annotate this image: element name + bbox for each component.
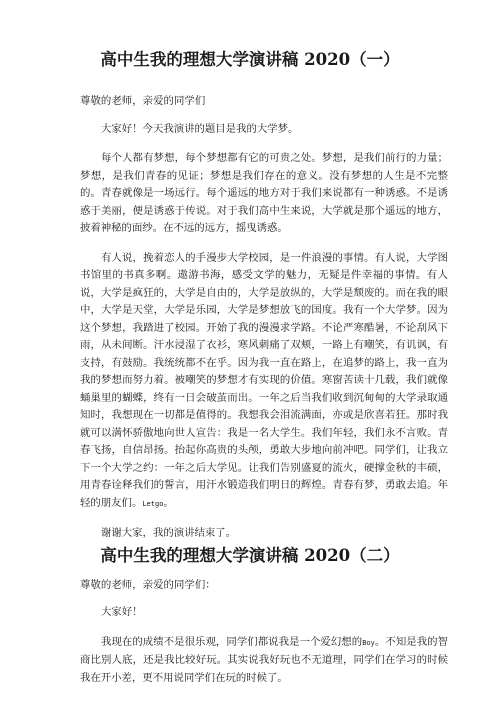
essay1-body [80,93,448,543]
essay2-title: 高中生我的理想大学演讲稿 2020（二） [100,545,400,565]
essay1-title: 高中生我的理想大学演讲稿 2020（一） [100,50,400,69]
essay1-paragraph2-text: 有人说，挽着恋人的手漫步大学校园，是一件浪漫的事情。有人说，大学图书馆里的书真多啊。遨游书海，感受文学的魅力，无疑是件幸福的事情。有人说，大学是疯狂的，大学是自由的，大学是放纵的，大学是颓废的。而在我的眼中，大学是天堂，大学是乐园，大学是梦想放飞的国度。我有一个大学梦。因为这个梦想，我踏进了校园。开始了我的漫漫求学路。不论严寒酷暑，不论刮风下雨，从未间断。汗水浸湿了衣衫，寒风刺痛了双颊，一路上有嘲笑，有讥讽，有支持，有鼓励。我统统都不在乎。因为我一直在路上，在追梦的路上，我一直为我的梦想而努力着。被嘲笑的梦想才有实现的价值。寒窗苦读十几载，我们就像蛹巢里的蝴蝶，终有一日会破茧而出。一年之后当我们收到沉甸甸的大学录取通知时，我想现在一切都是值得的。我想我会泪流满面，亦或是欣喜若狂。那时我就可以满怀骄傲地向世人宣告：我是一名大学生。我们年轻，我们永不言败。青春飞扬，自信昂扬。抬起你高贵的头颅，勇敢大步地向前冲吧。同学们，让我立下一个大学之约：一年之后大学见。让我们告别盛夏的流火，硬撑金秋的丰硕，用青春诠释我们的誓言，用汗水锻造我们明日的辉煌。青春有梦，勇敢去追。年轻的朋友们。 [80,251,448,509]
essay1-salutation: 尊敬的老师，亲爱的同学们 [80,95,206,107]
essay2-body [80,567,448,688]
essay1-paragraph2: 有人说，挽着恋人的手漫步大学校园，是一件浪漫的事情。有人说，大学图书馆里的书真多啊。遨游书海，感受文学的魅力，无疑是件幸福的事情。有人说，大学是疯狂的，大学是自由的，大学是放纵的，大学是颓废的。而在我的眼中，大学是天堂，大学是乐园，大学是梦想放飞的国度。我有一个大学梦。因为这个梦想，我踏进了校园。开始了我的漫漫求学路。不论严寒酷暑，不论刮风下雨，从未间断。汗水浸湿了衣衫，寒风刺痛了双颊，一路上有嘲笑，有讥讽，有支持，有鼓励。我统统都不在乎。因为我一直在路上，在追梦的路上，我一直为我的梦想而努力着。被嘲笑的梦想才有实现的价值。寒窗苦读十几载，我们就像蛹巢里的蝴蝶，终有一日会破茧而出。一年之后当我们收到沉甸甸的大学录取通知时，我想现在一切都是值得的。我想我会泪流满面，亦或是欣喜若狂。那时我就可以满怀骄傲地向世人宣告：我是一名大学生。我们年轻，我们永不言败。青春飞扬，自信昂扬。抬起你高贵的头颅，勇敢大步地向前冲吧。同学们，让我立下一个大学之约：一年之后大学见。让我们告别盛夏的流火，硬撑金秋的丰硕，用青春诠释我们的誓言，用汗水锻造我们明日的辉煌。青春有梦，勇敢去追。年轻的朋友们。Letgo。 [80,251,448,509]
essay2-intro: 大家好！ [101,606,143,618]
essay2-paragraph1-rest: 。不知是我的智商比别人底，还是我比较好玩。其实说我好玩也不无道理，同学们在学习的时候我在开小差，更不用说同学们在玩的时候了。 [80,635,449,684]
essay2-salutation: 尊敬的老师，亲爱的同学们： [80,578,216,591]
essay2-boy: Boy [362,638,375,647]
essay1-letgo: Letgo [142,499,164,508]
essay1-paragraph1: 每个人都有梦想，每个梦想都有它的可贵之处。梦想，是我们前行的力量；梦想，是我们青春的见证；梦想是我们存在的意义。没有梦想的人生是不完整的。青春就像是一场远行。每个遥远的地方对于我们来说都有一种诱惑。不是诱惑于美丽，便是诱惑于传说。对于我们高中生来说，大学就是那个遥远的地方，披着神秘的面纱。在不远的远方，摇曳诱惑。 [80,152,448,234]
essay2-paragraph1-text: 我现在的成绩不是很乐观，同学们都说我是一个爱幻想的 [101,635,363,648]
essay2-paragraph1 [80,634,448,688]
essay1-closing: 谢谢大家，我的演讲结束了。 [101,527,237,539]
essay1-intro: 大家好！今天我演讲的题目是我的大学梦。 [101,122,299,135]
